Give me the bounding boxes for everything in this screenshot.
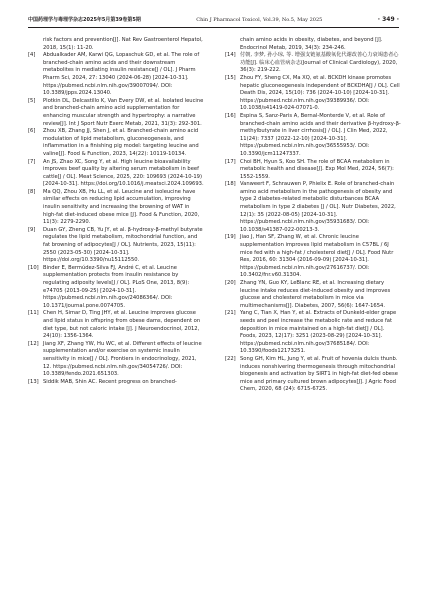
reference-item (28, 379, 204, 387)
reference-number: [18] (225, 181, 236, 188)
reference-number: [22] (225, 355, 236, 362)
reference-item (28, 189, 204, 227)
reference-item (225, 75, 401, 113)
reference-text: Espina S, Sanz-Paris A, Bernal-Monterde V, et al. Role of branched-chain amino acids and their derivative β-hydroxy-β-methylbutyrate in liver cirrhosis[J / OL]. J Clin Med, 2022, 11(24): 7337 (2022-12-10) [2024-10-31]. https://pubmed.ncbi.nlm.nih.gov/36555953/. DOI: 10.3390/jcm11247337. (240, 112, 401, 157)
reference-text: Vanweert F, Schrauwen P, Phielix E. Role of branched-chain amino acid metabolism in the pathogenesis of obesity and type 2 diabetes-related metabolic disturbances BCAA metabolism in type 2 diabetes [J / OL]. Nutr Diabetes, 2022, 12(1): 35 (2022-08-05) [2024-10-31]. https://pubmed.ncbi.nlm.nih.gov/35931683/. DOI: 10.1038/s41387-022-00213-3. (240, 181, 396, 233)
reference-number: [11] (28, 310, 39, 317)
right-column (225, 37, 401, 394)
reference-text: Abdualkader AM, Karwi QG, Lopaschuk GD, et al. The role of branched-chain amino acids and their downstream metabolites in mediating insulin resistance[J / OL]. J Pharm Pharm Sci, 2024, 27: 13040 (2024-06-28) [2024-10-31]. https://pubmed.ncbi.nlm.nih.gov/39007094/. DOI: 10.3389/jpps.2024.13040. (43, 52, 200, 97)
reference-item (225, 181, 401, 234)
reference-item (28, 341, 204, 379)
reference-text: Jiao J, Han SF, Zhang W, et al. Chronic leucine supplementation improves lipid metabolism in C57BL / 6J mice fed with a high-fat / cholesterol diet[J / OL]. Food Nutr Res, 2016, 60: 31304 (2016-09-09) [2024-10-31]. https://pubmed.ncbi.nlm.nih.gov/27616737/. DOI: 10.3402/fnr.v60.31304. (240, 234, 394, 279)
reference-item (225, 356, 401, 394)
reference-text: Siddik MAB, Shin AC. Recent progress on branched- (43, 378, 177, 385)
reference-number: [13] (28, 378, 39, 385)
reference-text: Ma QQ, Zhou XB, Hu LL, et al. Leucine and isoleucine have similar effects on reducing lipid accumulation, improving insulin sensitivity and increasing the browning of WAT in high-fat diet-induced obese mice [J]. Food & Function, 2020, 11(3): 2279-2290. (43, 188, 200, 226)
reference-item (225, 234, 401, 280)
reference-text: Chen H, Simar D, Ting JHY, et al. Leucine improves glucose and lipid status in offspring from obese dams, dependent on diet type, but not caloric intake [J]. J Neuroendocrinol, 2012, 24(10): 1356-1364. (43, 310, 201, 340)
reference-number: [9] (28, 226, 36, 233)
reference-text: chain amino acids in obesity, diabetes, and beyond [J]. Endocrinol Metab, 2019, 34(3): 234-246. (240, 37, 383, 51)
reference-text: Song GH, Kim HL, Jung Y, et al. Fruit of hovenia dulcis thunb. induces nonshivering thermogenesis through mitochondrial biogenesis and activation by SIRT1 in high-fat diet-fed obese mice and primary cultured brown adipocytes[J]. J Agric Food Chem, 2020, 68 (24): 6715-6725. (240, 355, 398, 393)
reference-number: [17] (225, 158, 236, 165)
reference-item (225, 52, 401, 75)
reference-item (28, 227, 204, 265)
reference-number: [20] (225, 280, 236, 286)
page-header (28, 14, 399, 26)
reference-number: [10] (28, 264, 39, 271)
reference-item (28, 310, 204, 340)
reference-text: Binder E, Bermúdez-Silva FJ, André C, et al. Leucine supplementation protects from insulin resistance by regulating adiposity levels[J / OL]. PLoS One, 2013, 8(9): e74705 (2013-09-25) [2024-10-31]. https://pubmed.ncbi.nlm.nih.gov/24086364/. DOI: 10.1371/journal.pone.0074705. (43, 264, 190, 309)
reference-text: Zhou XB, Zhang JJ, Shen J, et al. Branched-chain amino acid modulation of lipid metabolism, gluconeogenesis, and inflammation in a finishing pig model: targeting leucine and valine[J]. Food & Function, 2023, 14(22): 10119-10134. (43, 128, 199, 157)
reference-text: risk factors and prevention[J]. Nat Rev Gastroenterol Hepatol, 2018, 15(1): 11-20. (43, 37, 203, 51)
reference-number: [21] (225, 310, 236, 317)
reference-number: [6] (28, 128, 36, 135)
journal-title-en: Chin J Pharmacol Toxicol, Vol.39, No.5, May 2025 (196, 17, 323, 23)
reference-item (225, 310, 401, 356)
reference-item (28, 37, 204, 52)
reference-item (225, 280, 401, 310)
reference-text: An JS, Zhao XC, Song Y, et al. High leucine bioavailability improves beef quality by altering serum metabolism in beef cattle[J / OL]. Meat Science, 2025, 220: 109693 (2024-10-19) [2024-10-31]. https://doi.org/10.1016/j.meatsci.2024.109693. (43, 158, 204, 188)
reference-text: Zhou FY, Sheng CX, Ma XQ, et al. BCKDH kinase promotes hepatic gluconeogenesis independent of BCKDHA[J / OL]. Cell Death Dis, 2024, 15(10): 736 (2024-10-10) [2024-10-31]. https://pubmed.ncbi.nlm.nih.gov/39389936/. DOI: 10.1038/s41419-024-07071-0. (240, 74, 400, 112)
reference-text: 付朝, 李梦, 孙小琼, 等. 增强支链氨基酸氧化代谢改善心力衰竭患者心功能[J]. 临床心血管病杂志(Journal of Clinical Cardiology), 2020, 36(3): 219-222. (240, 52, 399, 74)
reference-number: [12] (28, 340, 39, 347)
journal-title-cn: 中国药理学与毒理学杂志2025年5月第39卷第5期 (28, 17, 141, 23)
reference-text: Jiang XF, Zhang YW, Hu WC, et al. Different effects of leucine supplementation and/or exercise on systemic insulin sensitivity in mice[J / OL]. Frontiers in endocrinology, 2021, 12. https://pubmed.ncbi.nlm.nih.gov/34054726/. DOI: 10.3389/fendo.2021.651303. (43, 340, 202, 378)
reference-text: Zhang YN, Guo KY, LeBlanc RE, et al. Increasing dietary leucine intake reduces diet-induced obesity and improves glucose and cholesterol metabolism in mice via multimechanisms[J]. Diabetes, 2007, 56(6): 1647-1654. (240, 280, 391, 309)
reference-text: Yang C, Tian X, Han Y, et al. Extracts of Dunkeld-elder grape seeds and peel increase the metabolic rate and reduce fat deposition in mice maintained on a high-fat diet[J / OL]. Foods, 2023, 12(17): 3251 (2023-08-29) [2024-10-31]. https://pubmed.ncbi.nlm.nih.gov/37685184/. DOI: 10.3390/foods12173251. (240, 310, 397, 355)
reference-item (28, 52, 204, 98)
reference-item (28, 98, 204, 128)
reference-text: Choi BH, Hyun S, Koo SH. The role of BCAA metabolism in metabolic health and disease[J]. Exp Mol Med, 2024, 56(7): 1552-1559. (240, 158, 394, 180)
reference-number: [5] (28, 97, 36, 104)
reference-number: [15] (225, 74, 236, 81)
reference-item (225, 113, 401, 159)
reference-text: Duan GY, Zheng CB, Yu JY, et al. β-hydroxy-β-methyl butyrate regulates the lipid metabolism, mitochondrial function, and fat browning of adipocytes[J / OL]. Nutrients, 2023, 15(11): 2550 (2023-05-30) [2024-10-31]. https://doi.org/10.3390/nu15112550. (43, 226, 203, 264)
reference-number: [7] (28, 158, 36, 165)
reference-item (225, 159, 401, 182)
reference-item (28, 159, 204, 189)
reference-number: [4] (28, 52, 36, 59)
page-number: · 349 · (377, 16, 399, 23)
reference-text: Plotkin DL, Delcastillo K, Van Every DW, et al. Isolated leucine and branched-chain amino acid supplementation for enhancing muscular strength and hypertrophy: a narrative review[J]. Int J Sport Nutr Exerc Metab, 2021, 31(3): 292-301. (43, 97, 204, 127)
header-rule (28, 27, 399, 28)
reference-item (28, 128, 204, 158)
reference-number: [14] (225, 52, 236, 59)
reference-item (28, 265, 204, 311)
reference-number: [8] (28, 188, 36, 195)
reference-number: [19] (225, 234, 236, 241)
left-column (28, 37, 204, 386)
reference-item (225, 37, 401, 52)
reference-number: [16] (225, 112, 236, 119)
